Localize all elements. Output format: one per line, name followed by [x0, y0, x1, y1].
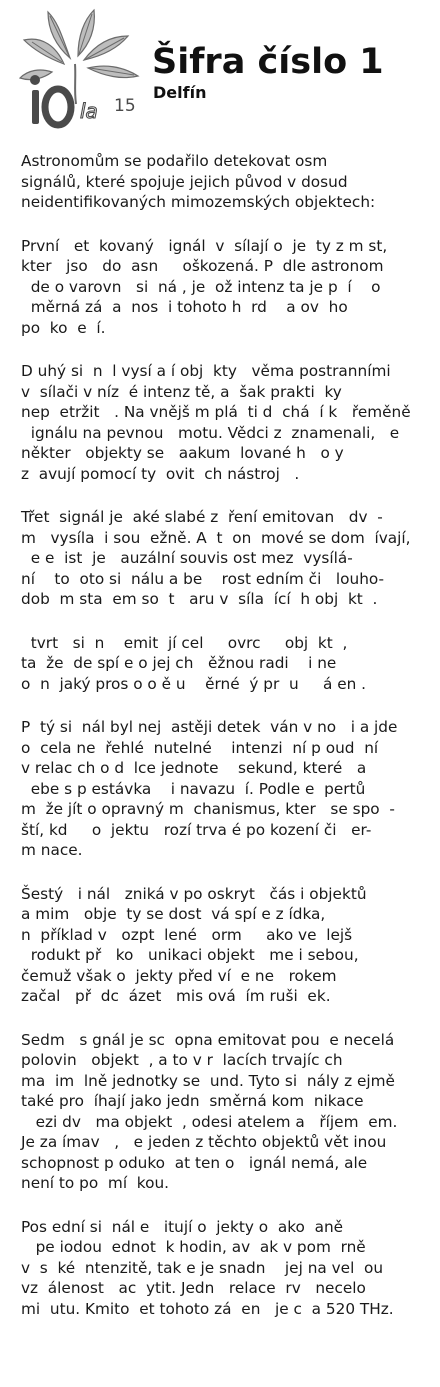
text-line: pe iodou ednot k hodin, av ak v pom rně [21, 1238, 366, 1256]
text-line: ma im lně jednotky se und. Tyto si nály z ejmě [21, 1071, 395, 1090]
text-line: Je za ímav , e jeden z těchto objektů vět inou [21, 1133, 387, 1151]
paragraph-9 [21, 1217, 426, 1320]
text-line: v sílači v níz é intenz tě, a šak prakti ky [21, 382, 342, 401]
text-line: dob m sta em so t aru v síla ící h obj kt . [21, 590, 378, 608]
text-line: ta že de spí e o jej ch ěžnou radi i ne [21, 654, 337, 672]
paragraph-5 [21, 633, 426, 695]
paragraph-1 [21, 151, 426, 213]
svg-text:15: 15 [114, 96, 136, 116]
text-line: m vysíla i sou ežně. A t on mové se dom ívají, [21, 528, 411, 547]
paragraph-2 [21, 236, 426, 339]
text-line: Třet signál je aké slabé z ření emitovan dv - [21, 508, 383, 526]
text-line: e e ist je auzální souvis ost mez vysílá- [21, 549, 353, 567]
text-line: mi utu. Kmito et tohoto zá en je c a 520 THz. [21, 1299, 394, 1318]
cipher-text [21, 151, 426, 1342]
paragraph-4 [21, 507, 426, 610]
text-line: ští, kd o jektu rozí trva é po kození či er- [21, 820, 372, 839]
paragraph-3 [21, 361, 426, 484]
text-line: polovin objekt , a to v r lacích trvajíc ch [21, 1051, 343, 1069]
text-line: Pos ední si nál e itují o jekty o ako aně [21, 1217, 344, 1236]
io-15-flower-logo-icon [18, 6, 148, 136]
text-line: signálů, které spojuje jejich původ v dosud [21, 172, 348, 191]
text-line: de o varovn si ná , je ož intenz ta je p í o [21, 277, 381, 296]
text-line: z avují pomocí ty ovit ch nástroj . [21, 464, 300, 483]
text-line: ignálu na pevnou motu. Vědci z znamenali, e [21, 423, 400, 442]
paragraph-7 [21, 884, 426, 1007]
text-line: Astronomům se podařilo detekovat osm [21, 152, 328, 170]
text-line: a mim obje ty se dost vá spí e z ídka, [21, 905, 326, 923]
text-line: kter jso do asn oškozená. P dle astronom [21, 257, 384, 275]
text-line: ezi dv ma objekt , odesi atelem a říjem em. [21, 1112, 398, 1131]
header [0, 0, 440, 140]
text-line: nep etržit . Na vnějš m plá ti d chá í k řeměně [21, 403, 411, 421]
paragraph-8 [21, 1030, 426, 1194]
text-line: tvrt si n emit jí cel ovrc obj kt , [21, 633, 348, 652]
text-line: v relac ch o d lce jednote sekund, které a [21, 759, 367, 777]
text-line: čemuž však o jekty před ví e ne rokem [21, 966, 337, 985]
text-line: Šestý i nál zniká v po oskryt čás i objektů [21, 884, 367, 903]
text-line: měrná zá a nos i tohoto h rd a ov ho [21, 298, 348, 316]
text-line: P tý si nál byl nej astěji detek ván v no i a jde [21, 718, 398, 736]
text-line: m že jít o opravný m chanismus, kter se spo - [21, 800, 395, 818]
text-line: někter objekty se aakum lované h o y [21, 444, 344, 462]
page-title: Šifra číslo 1 [152, 42, 384, 82]
text-line: o cela ne řehlé nutelné intenzi ní p oud ní [21, 738, 379, 757]
text-line: po ko e í. [21, 318, 106, 337]
text-line: n příklad v ozpt lené orm ako ve lejš [21, 925, 353, 944]
text-line: m nace. [21, 841, 83, 859]
text-line: rodukt př ko unikaci objekt me i sebou, [21, 946, 359, 964]
text-line: vz álenost ac ytit. Jedn relace rv necelo [21, 1279, 366, 1297]
text-line: ní to oto si nálu a be rost edním či louho- [21, 569, 385, 588]
text-line: o n jaký pros o o ě u ěrné ý pr u á en . [21, 674, 367, 693]
svg-text:la: la [80, 99, 98, 123]
text-line: neidentifikovaných mimozemských objektech: [21, 193, 376, 211]
text-line: schopnost p oduko at ten o ignál nemá, ale [21, 1153, 368, 1172]
text-line: První et kovaný ignál v sílají o je ty z m st, [21, 236, 388, 255]
page-subtitle: Delfín [153, 83, 207, 102]
text-line: Sedm s gnál je sc opna emitovat pou e necelá [21, 1030, 395, 1049]
text-line: není to po mí kou. [21, 1174, 170, 1192]
paragraph-6 [21, 717, 426, 861]
text-line: také pro íhají jako jedn směrná kom nikace [21, 1092, 364, 1110]
text-line: začal př dc ázet mis ová ím ruši ek. [21, 987, 331, 1005]
text-line: ebe s p estávka i navazu í. Podle e pertů [21, 779, 366, 798]
text-line: D uhý si n l vysí a í obj kty věma postranními [21, 362, 391, 380]
text-line: v s ké ntenzitě, tak e je snadn jej na vel ou [21, 1258, 384, 1277]
